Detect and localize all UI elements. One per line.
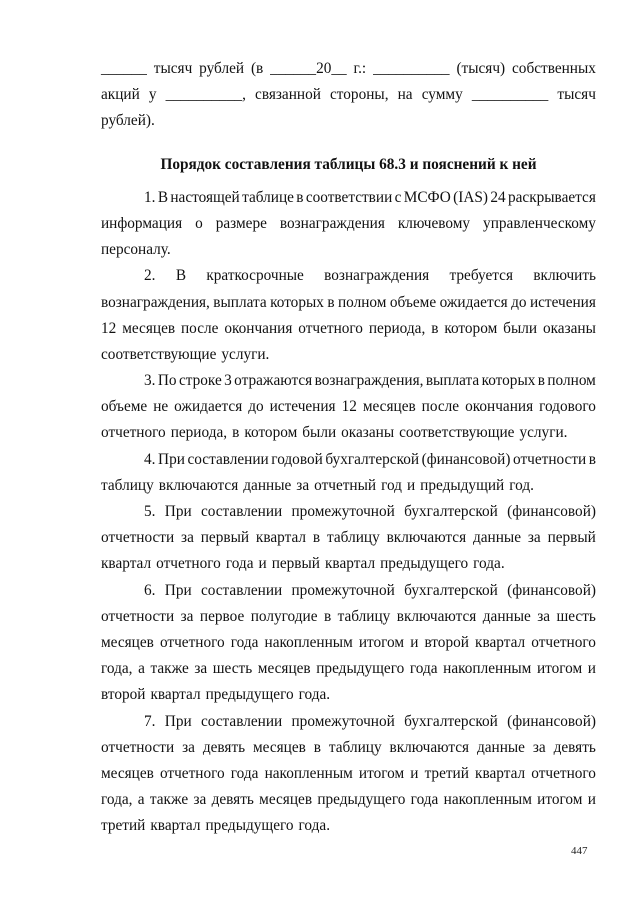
word: связанной [255, 86, 321, 104]
word: настоящей [170, 188, 240, 206]
word: бухгалтерской [404, 503, 498, 520]
word: истечения [269, 398, 336, 416]
word: При [158, 450, 185, 468]
intro-paragraph [101, 56, 596, 135]
word: (тысяч) [456, 60, 506, 77]
word: объеме [101, 398, 148, 416]
word: в [312, 529, 321, 547]
word: также [150, 660, 189, 678]
word: о [195, 214, 203, 232]
word: периода, [368, 319, 426, 337]
text-line [101, 263, 596, 289]
word: тысяч [557, 86, 596, 104]
text-line [101, 656, 596, 682]
word: г.: [353, 60, 367, 77]
word: первый [547, 529, 596, 547]
word: данные [476, 738, 525, 756]
word: По [157, 372, 177, 390]
word: и [587, 660, 596, 678]
text-line [101, 290, 596, 316]
word: за [296, 476, 310, 494]
page-number: 447 [571, 845, 588, 857]
word: отчетности [101, 738, 175, 756]
text-line [101, 787, 596, 813]
paragraph-6 [101, 578, 596, 709]
word: года [409, 660, 438, 678]
word: отчетности [101, 529, 175, 547]
word: __________ [373, 60, 450, 77]
word: накопленным [264, 764, 353, 782]
word: за [537, 607, 551, 625]
word: шесть [556, 607, 596, 625]
word: строке [178, 372, 222, 390]
text-line [101, 709, 596, 735]
word: третий [424, 764, 469, 782]
text-line [101, 185, 596, 211]
word: в [327, 293, 335, 311]
word: которых [270, 293, 324, 311]
paragraph-4 [101, 447, 596, 499]
word: отчетного [531, 764, 596, 782]
word: не [153, 398, 169, 416]
word: краткосрочные [206, 267, 304, 285]
word: второй [101, 686, 146, 704]
word: промежуточной [291, 712, 395, 730]
word: 6. [144, 581, 156, 599]
word: выплата [213, 293, 267, 311]
text-line [101, 447, 596, 473]
word: накопленным [264, 633, 353, 651]
word: квартал [150, 686, 201, 704]
text-line [101, 525, 596, 551]
word: 3. [144, 372, 156, 390]
word: месяцев [122, 319, 176, 337]
word: требуется [449, 267, 513, 285]
word: (IAS) [453, 188, 489, 206]
word: (финансовой) [507, 581, 596, 599]
word: данные [482, 607, 531, 625]
word: услуги. [221, 345, 270, 363]
word: предыдущий [420, 476, 505, 494]
word: после [180, 319, 219, 337]
text-line [101, 211, 596, 237]
word: в [323, 607, 332, 625]
word: предыдущего [380, 555, 469, 573]
word: девять [202, 738, 246, 756]
word: и [406, 476, 416, 494]
word: размере [215, 214, 267, 232]
word: промежуточной [291, 581, 395, 599]
word: первый [200, 529, 250, 547]
word: акций [101, 86, 140, 104]
word: квартал [101, 555, 152, 573]
word: отчетного [159, 633, 225, 651]
word: бухгалтерской [325, 450, 420, 468]
word: тысяч [153, 60, 193, 77]
word: 4. [144, 450, 156, 468]
text-line [101, 237, 596, 263]
word: отчетного [298, 319, 363, 337]
word: отчетного [101, 424, 166, 442]
word: МСФО [403, 188, 451, 206]
text-line [101, 108, 596, 134]
word: котором [444, 319, 498, 337]
word: итогом [358, 633, 405, 651]
word: ключевому [397, 214, 471, 232]
word: за [194, 660, 208, 678]
word: таблицу [327, 529, 380, 547]
word: месяцев [257, 660, 311, 678]
word: таблицу [328, 738, 382, 756]
word: предыдущего [317, 791, 406, 809]
word: вознаграждения [324, 267, 430, 285]
word: 2. [144, 267, 156, 285]
word: квартал [325, 555, 376, 573]
word: накопленным [443, 791, 532, 809]
paragraph-7 [101, 709, 596, 840]
word: рублей [199, 60, 245, 77]
text-line [101, 56, 596, 82]
word: года [230, 633, 259, 651]
word: В [157, 188, 169, 206]
word: периода, [170, 424, 228, 442]
word: года. [298, 817, 331, 835]
word: отчетного [156, 555, 221, 573]
word: за [180, 607, 194, 625]
word: промежуточной [291, 503, 395, 520]
word: услуги. [519, 424, 568, 442]
text-line [101, 551, 596, 577]
word: включаются [386, 529, 467, 547]
word: При [164, 712, 192, 730]
word: соответствии [305, 188, 393, 206]
word: управленческому [483, 214, 596, 232]
word: предыдущего [205, 817, 294, 835]
word: годового [539, 398, 596, 416]
word: персоналу. [101, 241, 171, 259]
word: года [410, 791, 439, 809]
section-title: Порядок составления таблицы 68.3 и пояснений к ней [160, 155, 537, 173]
word: и [587, 791, 596, 809]
word: При [164, 581, 192, 599]
word: за [182, 738, 195, 756]
word: включаются [158, 476, 239, 494]
word: отчетности [513, 450, 587, 468]
word: были [302, 424, 337, 442]
word: составлении [200, 503, 283, 520]
word: квартал [475, 633, 526, 651]
word: полугодие [250, 607, 318, 625]
word: итогом [358, 764, 405, 782]
word: за [181, 529, 194, 547]
document-page [101, 56, 596, 839]
word: до [511, 293, 527, 311]
word: сумму [421, 86, 463, 104]
word: стороны, [330, 86, 389, 104]
word: итогом [536, 660, 583, 678]
text-line [101, 342, 596, 368]
word: При [164, 503, 192, 520]
word: после [421, 398, 460, 416]
text-line [101, 735, 596, 761]
word: В [175, 267, 187, 285]
word: в [431, 319, 439, 337]
word: бухгалтерской [404, 581, 498, 599]
text-line [101, 761, 596, 787]
word: девять [553, 738, 596, 756]
word: были [503, 319, 538, 337]
word: таблицу [337, 607, 391, 625]
word: в [313, 738, 321, 756]
word: года. [298, 686, 331, 704]
word: месяцев [101, 633, 154, 651]
word: квартал [475, 764, 526, 782]
word: первое [199, 607, 245, 625]
word: предыдущего [316, 660, 405, 678]
word: второй [424, 633, 469, 651]
word: в [232, 424, 240, 442]
word: объеме [389, 293, 437, 311]
text-line [101, 630, 596, 656]
word: вознаграждения [279, 214, 385, 232]
word: первый [271, 555, 320, 573]
word: __________ [471, 86, 549, 104]
word: до [248, 398, 264, 416]
word: выплата [425, 372, 480, 390]
word: 5. [144, 503, 156, 520]
word: месяцев [101, 764, 154, 782]
word: в [296, 188, 304, 206]
word: квартал [255, 529, 307, 547]
text-line [101, 813, 596, 839]
word: ______ [101, 60, 147, 77]
word: годовой [271, 450, 323, 468]
word: раскрывается [507, 188, 596, 206]
word: года, [101, 660, 133, 678]
paragraph-3 [101, 368, 596, 447]
word: год. [509, 476, 534, 494]
word: месяцев [259, 791, 313, 809]
text-line [101, 473, 596, 499]
word: данные [472, 529, 521, 547]
word: полном [547, 372, 596, 390]
word: ожидается [174, 398, 243, 416]
word: окончания [465, 398, 534, 416]
word: составлении [187, 450, 269, 468]
word: года [230, 764, 259, 782]
word: включаются [396, 607, 477, 625]
word: окончания [224, 319, 293, 337]
word: составлении [200, 712, 283, 730]
paragraph-1 [101, 185, 596, 264]
word: в [537, 372, 545, 390]
word: (финансовой) [507, 712, 596, 730]
word: ______20__ [270, 60, 347, 77]
word: отчетности [101, 607, 175, 625]
word: бухгалтерской [404, 712, 498, 730]
word: которых [481, 372, 536, 390]
word: в [588, 450, 596, 468]
word: оказаны [341, 424, 395, 442]
text-line [101, 394, 596, 420]
word: отражаются [234, 372, 313, 390]
text-line [101, 578, 596, 604]
word: итогом [537, 791, 583, 809]
word: девять [211, 791, 254, 809]
word: информация [101, 214, 183, 232]
text-line [101, 499, 596, 525]
word: отчетный [314, 476, 377, 494]
paragraph-2 [101, 263, 596, 368]
word: шесть [212, 660, 253, 678]
word: ожидается [439, 293, 508, 311]
word: на [397, 86, 413, 104]
word: полном [337, 293, 387, 311]
word: соответствующие [101, 345, 217, 363]
word: предыдущего [205, 686, 294, 704]
word: 7. [144, 712, 156, 730]
word: собственных [512, 60, 596, 77]
word: включаются [389, 738, 470, 756]
word: накопленным [443, 660, 532, 678]
word: за [527, 529, 541, 547]
word: (финансовой) [507, 503, 596, 520]
paragraph-5 [101, 499, 596, 578]
word: 12 [341, 398, 357, 416]
word: месяцев [253, 738, 306, 756]
word: отчетного [531, 633, 596, 651]
word: __________, [165, 86, 246, 104]
word: за [193, 791, 207, 809]
word: месяцев [362, 398, 416, 416]
word: года, [101, 791, 133, 809]
word: таблицу [101, 476, 154, 494]
word: (в [250, 60, 264, 77]
word: оказаны [542, 319, 596, 337]
word: 1. [144, 188, 156, 206]
word: таблице [242, 188, 294, 206]
word: квартал [150, 817, 201, 835]
word: года [225, 555, 254, 573]
word: истечения [529, 293, 596, 311]
word: третий [101, 817, 146, 835]
word: 12 [101, 319, 117, 337]
word: 24 [490, 188, 506, 206]
word: и [410, 633, 419, 651]
word: данные [243, 476, 292, 494]
text-line [101, 604, 596, 630]
text-line [101, 420, 596, 446]
word: и [258, 555, 267, 573]
text-line [101, 316, 596, 342]
word: год [381, 476, 402, 494]
word: а [137, 791, 145, 809]
text-line [101, 682, 596, 708]
word: у [148, 86, 157, 104]
word: (финансовой) [421, 450, 511, 468]
word: и [410, 764, 419, 782]
word: также [149, 791, 189, 809]
word: 3 [224, 372, 232, 390]
text-line [101, 368, 596, 394]
word: вознаграждения, [101, 293, 210, 311]
word: за [532, 738, 546, 756]
word: включить [533, 267, 596, 285]
text-line [101, 82, 596, 108]
word: отчетного [159, 764, 225, 782]
word: соответствующие [399, 424, 515, 442]
word: с [394, 188, 402, 206]
paragraph-list [101, 185, 596, 840]
word: котором [244, 424, 298, 442]
word: рублей). [101, 112, 155, 130]
word: вознаграждения, [314, 372, 424, 390]
word: года. [473, 555, 505, 573]
word: составлении [200, 581, 283, 599]
word: а [138, 660, 145, 678]
